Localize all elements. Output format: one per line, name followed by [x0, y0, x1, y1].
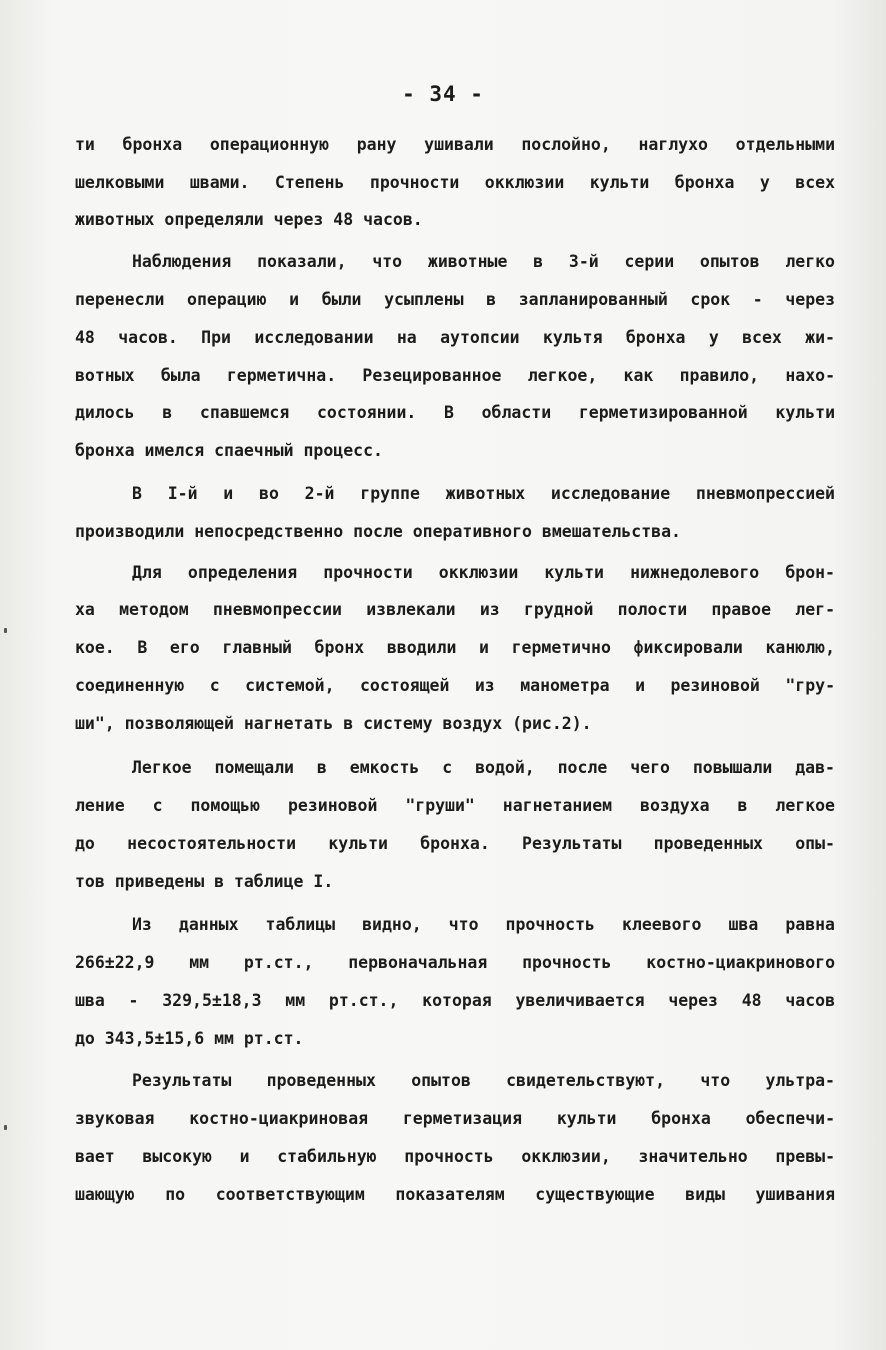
text-line: бронха имелся спаечный процесс.: [75, 441, 383, 460]
binding-hole-mark: [4, 1125, 7, 1130]
page-number: - 34 -: [402, 82, 484, 106]
text-line: шающую по соответствующим показателям существующие виды ушивания: [75, 1185, 835, 1204]
text-line: до 343,5±15,6 мм рт.ст.: [75, 1029, 304, 1048]
text-line: Для определения прочности окклюзии культи нижнедолевого брон-: [132, 563, 835, 582]
text-line: 266±22,9 мм рт.ст., первоначальная прочность костно-циакринового: [75, 953, 835, 972]
text-line: шелковыми швами. Степень прочности окклюзии культи бронха у всех: [75, 173, 835, 192]
text-line: ха методом пневмопрессии извлекали из грудной полости правое лег-: [75, 600, 835, 619]
text-line: Наблюдения показали, что животные в 3-й серии опытов легко: [132, 252, 835, 271]
text-line: вотных была герметична. Резецированное легкое, как правило, нахо-: [75, 366, 835, 385]
text-line: кое. В его главный бронх вводили и герметично фиксировали канюлю,: [75, 638, 835, 657]
text-line: В I-й и во 2-й группе животных исследование пневмопрессией: [132, 484, 835, 503]
text-line: Из данных таблицы видно, что прочность клеевого шва равна: [132, 915, 835, 934]
text-line: 48 часов. При исследовании на аутопсии культя бронха у всех жи-: [75, 328, 835, 347]
text-line: вает высокую и стабильную прочность окклюзии, значительно превы-: [75, 1147, 835, 1166]
text-line: перенесли операцию и были усыплены в запланированный срок - через: [75, 290, 835, 309]
text-line: звуковая костно-циакриновая герметизация культи бронха обеспечи-: [75, 1109, 835, 1128]
text-line: Легкое помещали в емкость с водой, после чего повышали дав-: [132, 758, 835, 777]
text-line: ши", позволяющей нагнетать в систему воздух (рис.2).: [75, 714, 592, 733]
text-line: соединенную с системой, состоящей из манометра и резиновой "гру-: [75, 676, 835, 695]
text-line: ти бронха операционную рану ушивали послойно, наглухо отдельными: [75, 135, 835, 154]
text-line: до несостоятельности культи бронха. Результаты проведенных опы-: [75, 834, 835, 853]
text-line: животных определяли через 48 часов.: [75, 210, 423, 229]
text-line: дилось в спавшемся состоянии. В области герметизированной культи: [75, 403, 835, 422]
text-line: ление с помощью резиновой "груши" нагнетанием воздуха в легкое: [75, 796, 835, 815]
text-line: производили непосредственно после оперативного вмешательства.: [75, 522, 681, 541]
text-line: Результаты проведенных опытов свидетельствуют, что ультра-: [132, 1071, 835, 1090]
text-line: тов приведены в таблице I.: [75, 872, 334, 891]
text-line: шва - 329,5±18,3 мм рт.ст., которая увеличивается через 48 часов: [75, 991, 835, 1010]
binding-hole-mark: [4, 628, 7, 633]
